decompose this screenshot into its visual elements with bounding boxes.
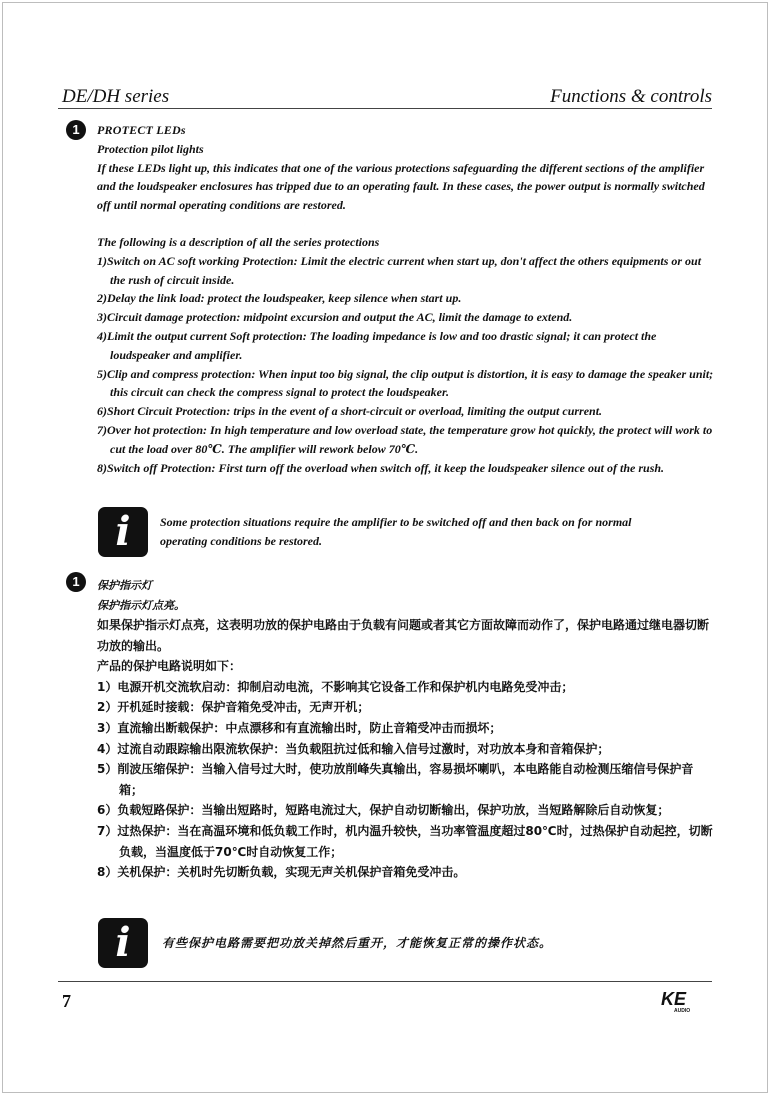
list-item: 3）直流输出断载保护：中点漂移和有直流输出时，防止音箱受冲击而损坏；	[97, 720, 502, 735]
ke-audio-logo	[660, 988, 710, 1014]
section-title-cn: 保护指示灯	[97, 579, 152, 592]
list-item: 1）电源开机交流软启动：抑制启动电流，不影响其它设备工作和保护机内电路免受冲击；	[97, 679, 574, 694]
list-item: 5)Clip and compress protection: When input too big signal, the clip output is distortion, it is easy to damage the speaker unit; this circuit can check the compress signal to protect the loudspeaker.	[97, 366, 714, 400]
list-item: 7)Over hot protection: In high temperature and low overload state, the temperature grow hot quickly, the protect will work to cut the load over 80℃. The amplifier will rework below 70℃.	[97, 422, 713, 456]
info-icon-cn: i	[98, 918, 148, 968]
list-item: 2)Delay the link load: protect the loudspeaker, keep silence when start up.	[97, 291, 462, 306]
chinese-section	[97, 615, 717, 883]
page-number: 7	[62, 991, 71, 1011]
list-item: 6）负载短路保护：当输出短路时，短路电流过大，保护自动切断输出，保护功放，当短路解除后自动恢复；	[97, 803, 670, 818]
info-note	[160, 513, 660, 551]
list-item: 5）削波压缩保护：当输入信号过大时，使功放削峰失真输出，容易损坏喇叭，本电路能自动检测压缩信号保护音箱；	[97, 762, 694, 797]
section-number-badge-cn: 1	[66, 572, 86, 592]
list-item: 1)Switch on AC soft working Protection: Limit the electric current when start up, don't affect the others equipments or out the rush of circuit inside.	[97, 253, 702, 287]
header-rule	[58, 108, 712, 109]
list-item: 8）关机保护：关机时先切断负载，实现无声关机保护音箱免受冲击。	[97, 865, 466, 880]
english-section	[97, 121, 717, 477]
list-item: 4）过流自动跟踪输出限流软保护：当负载阻抗过低和输入信号过激时，对功放本身和音箱保护；	[97, 741, 610, 756]
intro-paragraph: If these LEDs light up, this indicates that one of the various protections safeguarding the different sections of the amplifier and the loudspeaker enclosures has tripped due to an operating fault. In these cases, the power output is normally switched off until normal operating conditions are restored.	[97, 160, 705, 213]
info-note-cn: 有些保护电路需要把功放关掉然后重开，才能恢复正常的操作状态。	[162, 936, 553, 950]
logo-mark: KE	[661, 989, 687, 1009]
section-number-badge: 1	[66, 120, 86, 140]
header-section-title: Functions & controls	[550, 86, 712, 107]
footer-rule	[58, 981, 712, 982]
section-subtitle-cn: 保护指示灯点亮。	[97, 599, 185, 612]
logo-subtext: AUDIO	[674, 1008, 691, 1014]
protection-list-title: The following is a description of all the series protections	[97, 234, 380, 249]
header-series-title: DE/DH series	[62, 86, 170, 107]
list-item: 2）开机延时接载：保护音箱免受冲击，无声开机；	[97, 700, 370, 715]
protection-list-title-cn: 产品的保护电路说明如下：	[97, 659, 242, 674]
list-item: 7）过热保护：当在高温环境和低负载工作时，机内温升较快，当功率管温度超过80℃时，过热保护自动起控，切断负载，当温度低于70℃时自动恢复工作；	[97, 823, 713, 859]
list-item: 3)Circuit damage protection: midpoint excursion and output the AC, limit the damage to extend.	[97, 310, 573, 325]
list-item: 6)Short Circuit Protection: trips in the event of a short-circuit or overload, limiting the output current.	[97, 404, 603, 419]
list-item: 8)Switch off Protection: First turn off the overload when switch off, it keep the loudspeaker silence out of the rush.	[97, 460, 665, 475]
section-title: PROTECT LEDs	[97, 123, 186, 137]
intro-paragraph-cn: 如果保护指示灯点亮，这表明功放的保护电路由于负载有问题或者其它方面故障而动作了，保护电路通过继电器切断功放的输出。	[97, 618, 710, 653]
info-note-text: Some protection situations require the amplifier to be switched off and then back on for normal operating conditions be restored.	[160, 515, 632, 548]
section-subtitle: Protection pilot lights	[97, 141, 204, 156]
list-item: 4)Limit the output current Soft protection: The loading impedance is low and too drastic signal; it can protect the loudspeaker and amplifier.	[97, 328, 657, 362]
info-icon: i	[98, 507, 148, 557]
